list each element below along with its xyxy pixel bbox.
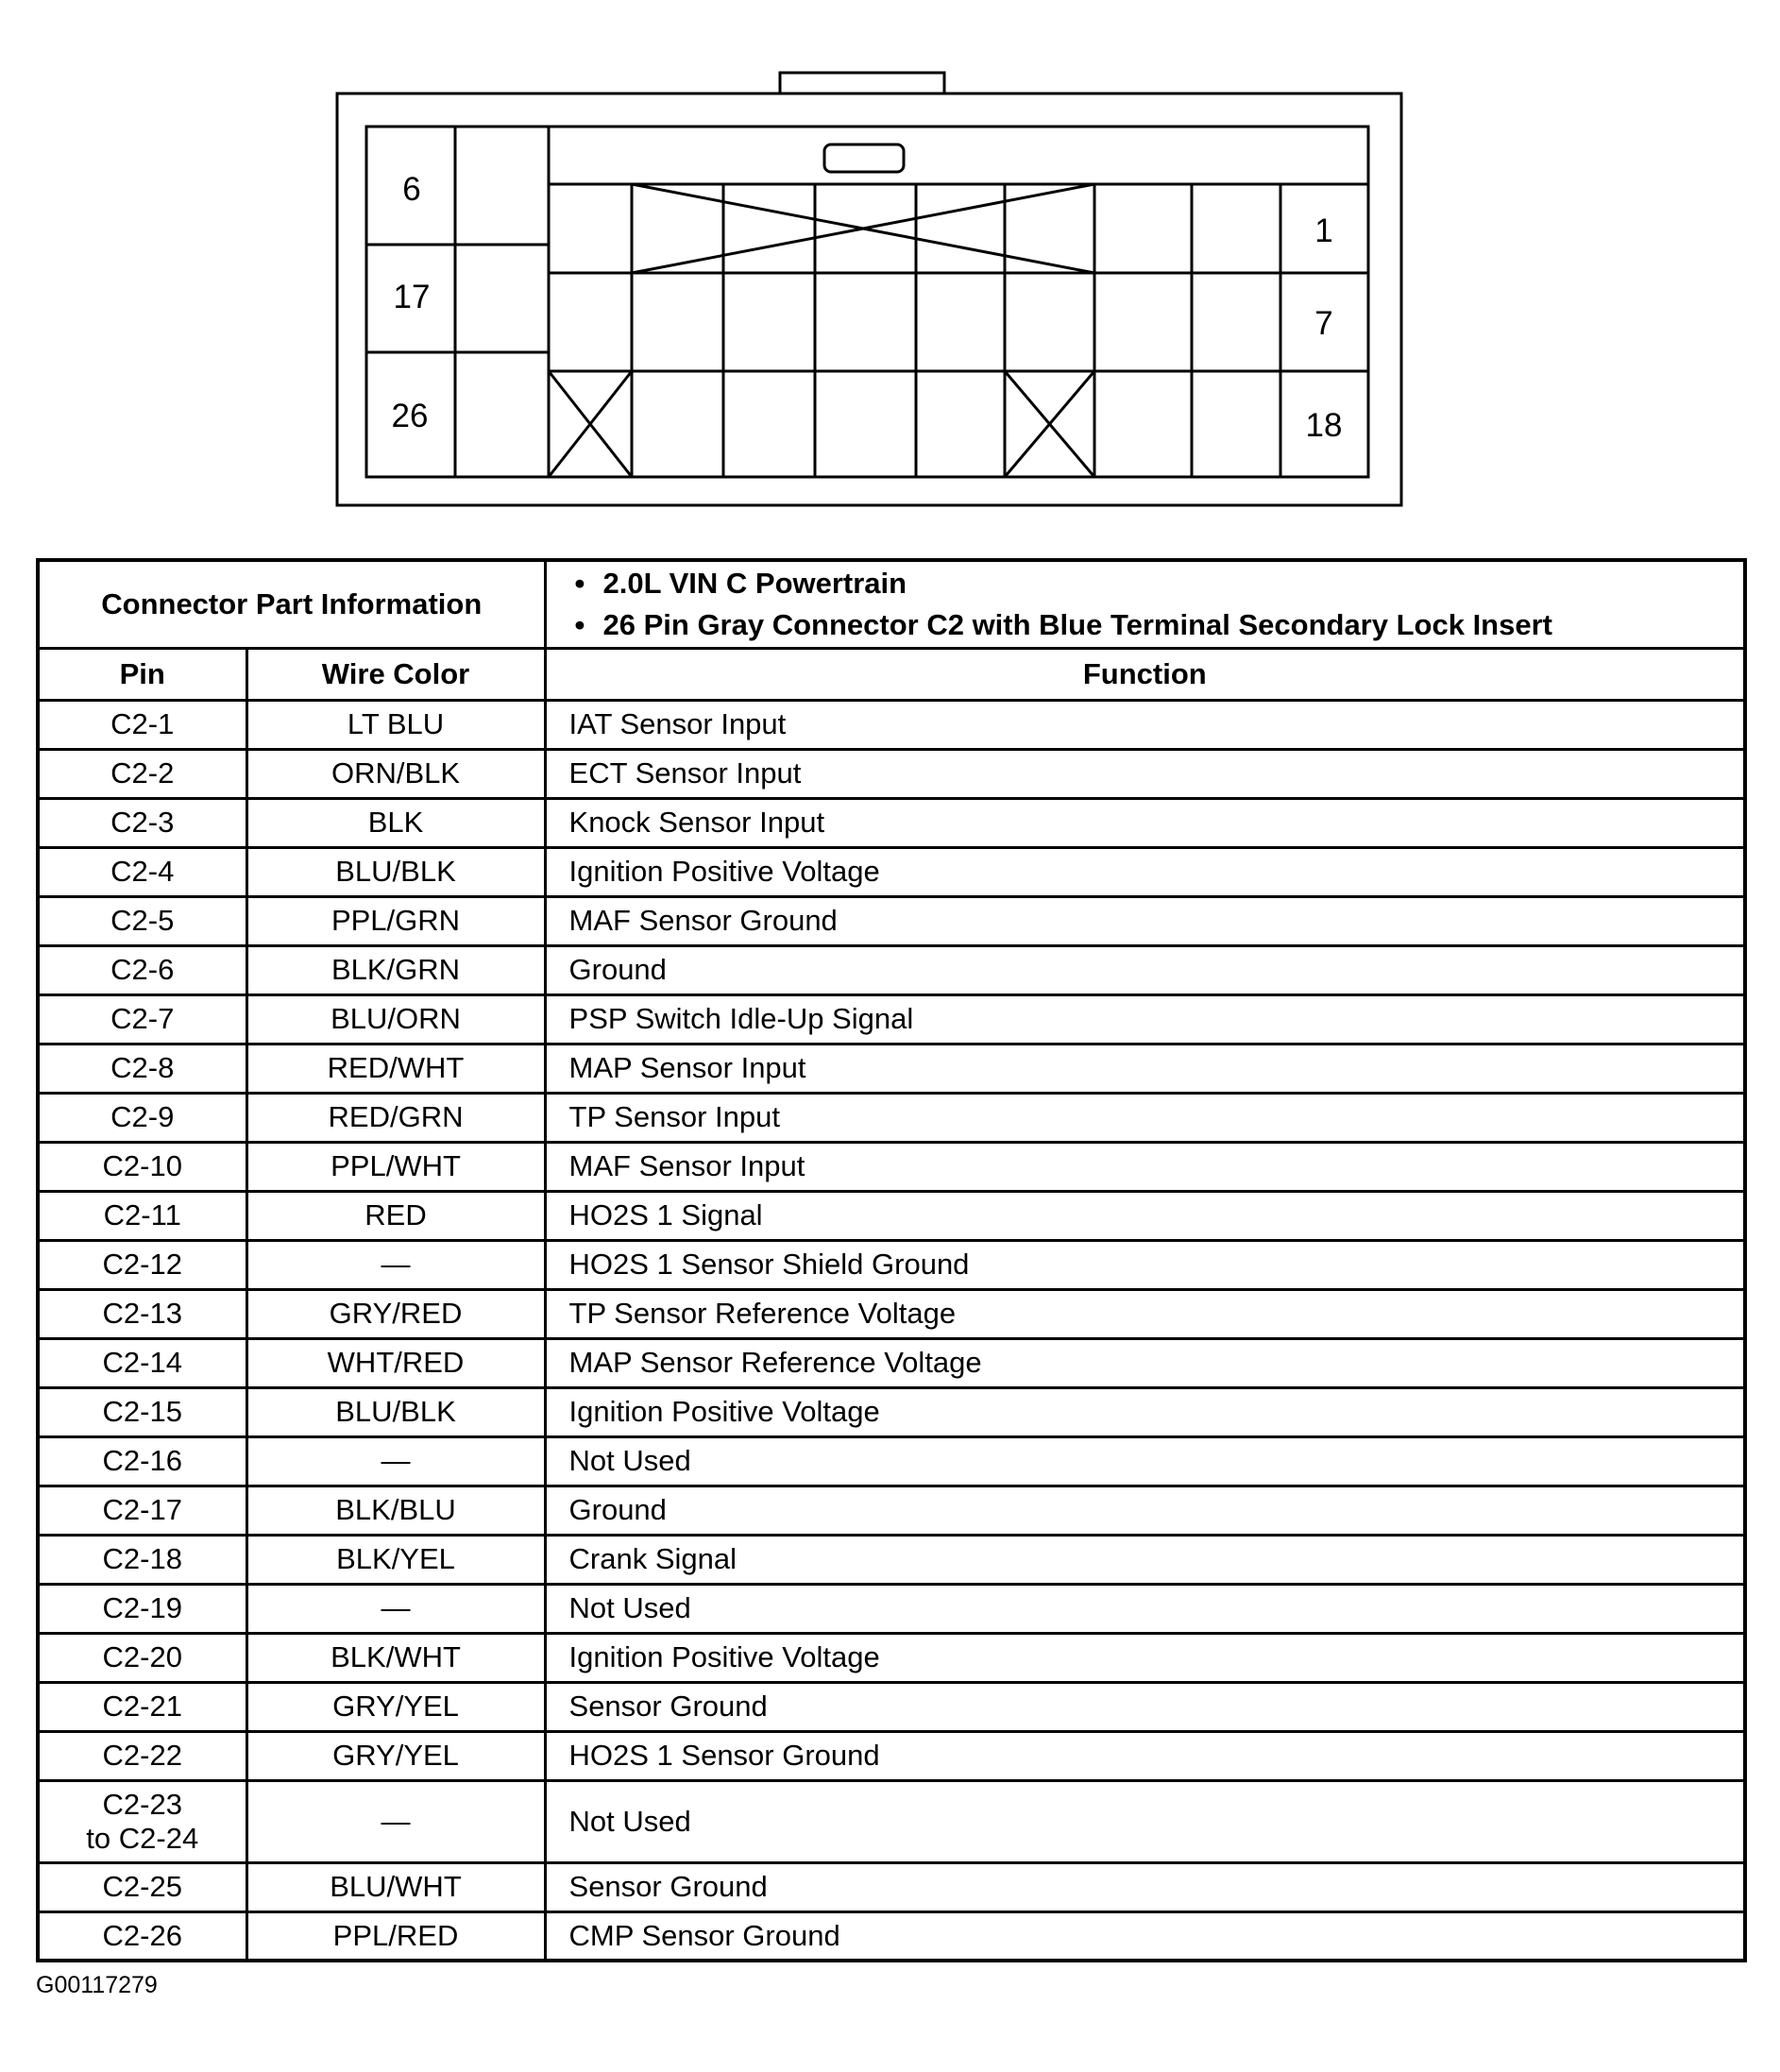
function-cell: Ground [545,1486,1745,1535]
table-row [38,847,1745,896]
pin-label-17: 17 [393,279,431,315]
pin-cell [38,700,246,749]
table-row [38,1780,1745,1862]
pin-cell [38,1780,246,1862]
table-row [38,1682,1745,1731]
pin-id: C2-10 [102,1149,182,1182]
function-cell: MAF Sensor Input [545,1142,1745,1191]
wire-color-cell: PPL/RED [246,1911,545,1961]
pin-label-1: 1 [1314,212,1333,249]
pin-cell [38,847,246,896]
pin-id: C2-14 [102,1346,182,1379]
pin-id: C2-25 [102,1870,182,1903]
table-row [38,1731,1745,1780]
pin-id-range-end: to C2-24 [86,1821,199,1855]
function-cell: Sensor Ground [545,1682,1745,1731]
header-wire-color: Wire Color [246,648,545,700]
pin-cell [38,1142,246,1191]
function-cell: HO2S 1 Sensor Shield Ground [545,1240,1745,1289]
pin-cell [38,1191,246,1240]
table-row [38,1387,1745,1436]
function-cell: MAF Sensor Ground [545,896,1745,945]
pin-cell [38,1486,246,1535]
pin-cell [38,1436,246,1486]
function-cell: Ignition Positive Voltage [545,1387,1745,1436]
wire-color-cell: — [246,1780,545,1862]
pin-cell [38,1682,246,1731]
function-cell: HO2S 1 Signal [545,1191,1745,1240]
function-cell: Ignition Positive Voltage [545,847,1745,896]
wire-color-cell: GRY/YEL [246,1682,545,1731]
table-row [38,1862,1745,1911]
pin-id: C2-26 [102,1918,182,1952]
wire-color-cell: BLK/GRN [246,945,545,994]
pin-id: C2-6 [110,953,175,986]
wire-color-cell: — [246,1584,545,1633]
figure-id: G00117279 [36,1972,158,1998]
pin-label-26: 26 [391,398,429,434]
wire-color-cell: PPL/GRN [246,896,545,945]
pin-cell [38,1240,246,1289]
function-cell: MAP Sensor Reference Voltage [545,1338,1745,1387]
function-cell: HO2S 1 Sensor Ground [545,1731,1745,1780]
pin-cell [38,1044,246,1093]
pin-id: C2-15 [102,1395,182,1428]
function-cell: Not Used [545,1780,1745,1862]
pin-cell [38,1862,246,1911]
pin-id: C2-11 [103,1198,181,1231]
pin-label-18: 18 [1305,407,1343,444]
connector-info-details [545,560,1745,648]
pin-label-6: 6 [402,171,421,208]
wire-color-cell: — [246,1436,545,1486]
wire-color-cell: ORN/BLK [246,749,545,798]
pin-cell [38,1911,246,1961]
wire-color-cell: PPL/WHT [246,1142,545,1191]
wire-color-cell: BLU/BLK [246,847,545,896]
connector-body [366,127,1368,477]
table-row [38,896,1745,945]
function-cell: PSP Switch Idle-Up Signal [545,994,1745,1044]
pin-cell [38,1093,246,1142]
table-header-row [38,648,1745,700]
pin-cell [38,1731,246,1780]
connector-info-label: Connector Part Information [38,560,545,648]
pin-id: C2-19 [102,1591,182,1624]
pin-cell [38,798,246,847]
table-row [38,1044,1745,1093]
function-cell: CMP Sensor Ground [545,1911,1745,1961]
wire-color-cell: BLU/WHT [246,1862,545,1911]
pin-id: C2-5 [110,904,175,937]
header-function: Function [545,648,1745,700]
pin-cell [38,1584,246,1633]
pin-cell [38,749,246,798]
pin-cell [38,1289,246,1338]
pin-cell [38,1535,246,1584]
pin-id: C2-1 [110,707,175,740]
lock-slot [824,144,904,172]
pin-id: C2-12 [102,1248,182,1281]
function-cell: Not Used [545,1436,1745,1486]
function-cell: Sensor Ground [545,1862,1745,1911]
function-cell: Ground [545,945,1745,994]
pin-cell [38,1633,246,1682]
table-row [38,700,1745,749]
pin-cell [38,945,246,994]
pin-id: C2-17 [102,1493,182,1526]
wire-color-cell: RED/WHT [246,1044,545,1093]
table-row [38,1240,1745,1289]
wire-color-cell: RED [246,1191,545,1240]
header-pin: Pin [38,648,246,700]
function-cell: Crank Signal [545,1535,1745,1584]
wire-color-cell: BLU/ORN [246,994,545,1044]
pin-label-7: 7 [1314,305,1333,342]
table-row [38,1142,1745,1191]
pin-id: C2-8 [110,1051,175,1084]
pin-cell [38,1387,246,1436]
function-cell: MAP Sensor Input [545,1044,1745,1093]
table-row [38,1535,1745,1584]
wire-color-cell: BLK [246,798,545,847]
table-row [38,945,1745,994]
connector-latch-tab [780,73,944,93]
pin-cell [38,994,246,1044]
function-cell: TP Sensor Input [545,1093,1745,1142]
info-line: • 2.0L VIN C Powertrain [575,563,1738,604]
table-row [38,1911,1745,1961]
table-row [38,994,1745,1044]
wire-color-cell: BLK/BLU [246,1486,545,1535]
pin-id: C2-4 [110,855,175,888]
pin-id: C2-13 [102,1297,182,1330]
wire-color-cell: BLU/BLK [246,1387,545,1436]
wire-color-cell: RED/GRN [246,1093,545,1142]
function-cell: Not Used [545,1584,1745,1633]
table-row [38,798,1745,847]
wire-color-cell: GRY/YEL [246,1731,545,1780]
function-cell: Knock Sensor Input [545,798,1745,847]
pin-id: C2-18 [102,1542,182,1575]
wire-color-cell: GRY/RED [246,1289,545,1338]
wire-color-cell: LT BLU [246,700,545,749]
function-cell: TP Sensor Reference Voltage [545,1289,1745,1338]
pin-id: C2-7 [110,1002,175,1035]
pin-cell [38,896,246,945]
table-row [38,1486,1745,1535]
pin-id: C2-22 [102,1739,182,1772]
connector-diagram [0,0,1780,529]
connector-shell [337,93,1401,505]
pin-id: C2-9 [110,1100,175,1133]
table-row [38,1633,1745,1682]
pin-table [36,558,1747,1962]
table-row [38,1191,1745,1240]
table-row [38,1436,1745,1486]
wire-color-cell: BLK/YEL [246,1535,545,1584]
table-row [38,1338,1745,1387]
pin-id: C2-16 [102,1444,182,1477]
pin-cell [38,1338,246,1387]
wire-color-cell: BLK/WHT [246,1633,545,1682]
table-row [38,1093,1745,1142]
pin-id: C2-21 [102,1690,182,1723]
table-row [38,1584,1745,1633]
wire-color-cell: — [246,1240,545,1289]
pin-id: C2-2 [110,756,175,790]
info-line: • 26 Pin Gray Connector C2 with Blue Terminal Secondary Lock Insert [575,604,1738,646]
connector-info-row [38,560,1745,648]
wire-color-cell: WHT/RED [246,1338,545,1387]
table-row [38,1289,1745,1338]
pin-id: C2-20 [102,1640,182,1673]
function-cell: ECT Sensor Input [545,749,1745,798]
function-cell: Ignition Positive Voltage [545,1633,1745,1682]
function-cell: IAT Sensor Input [545,700,1745,749]
pin-id: C2-23 [102,1787,182,1821]
pin-id: C2-3 [110,806,175,839]
table-row [38,749,1745,798]
